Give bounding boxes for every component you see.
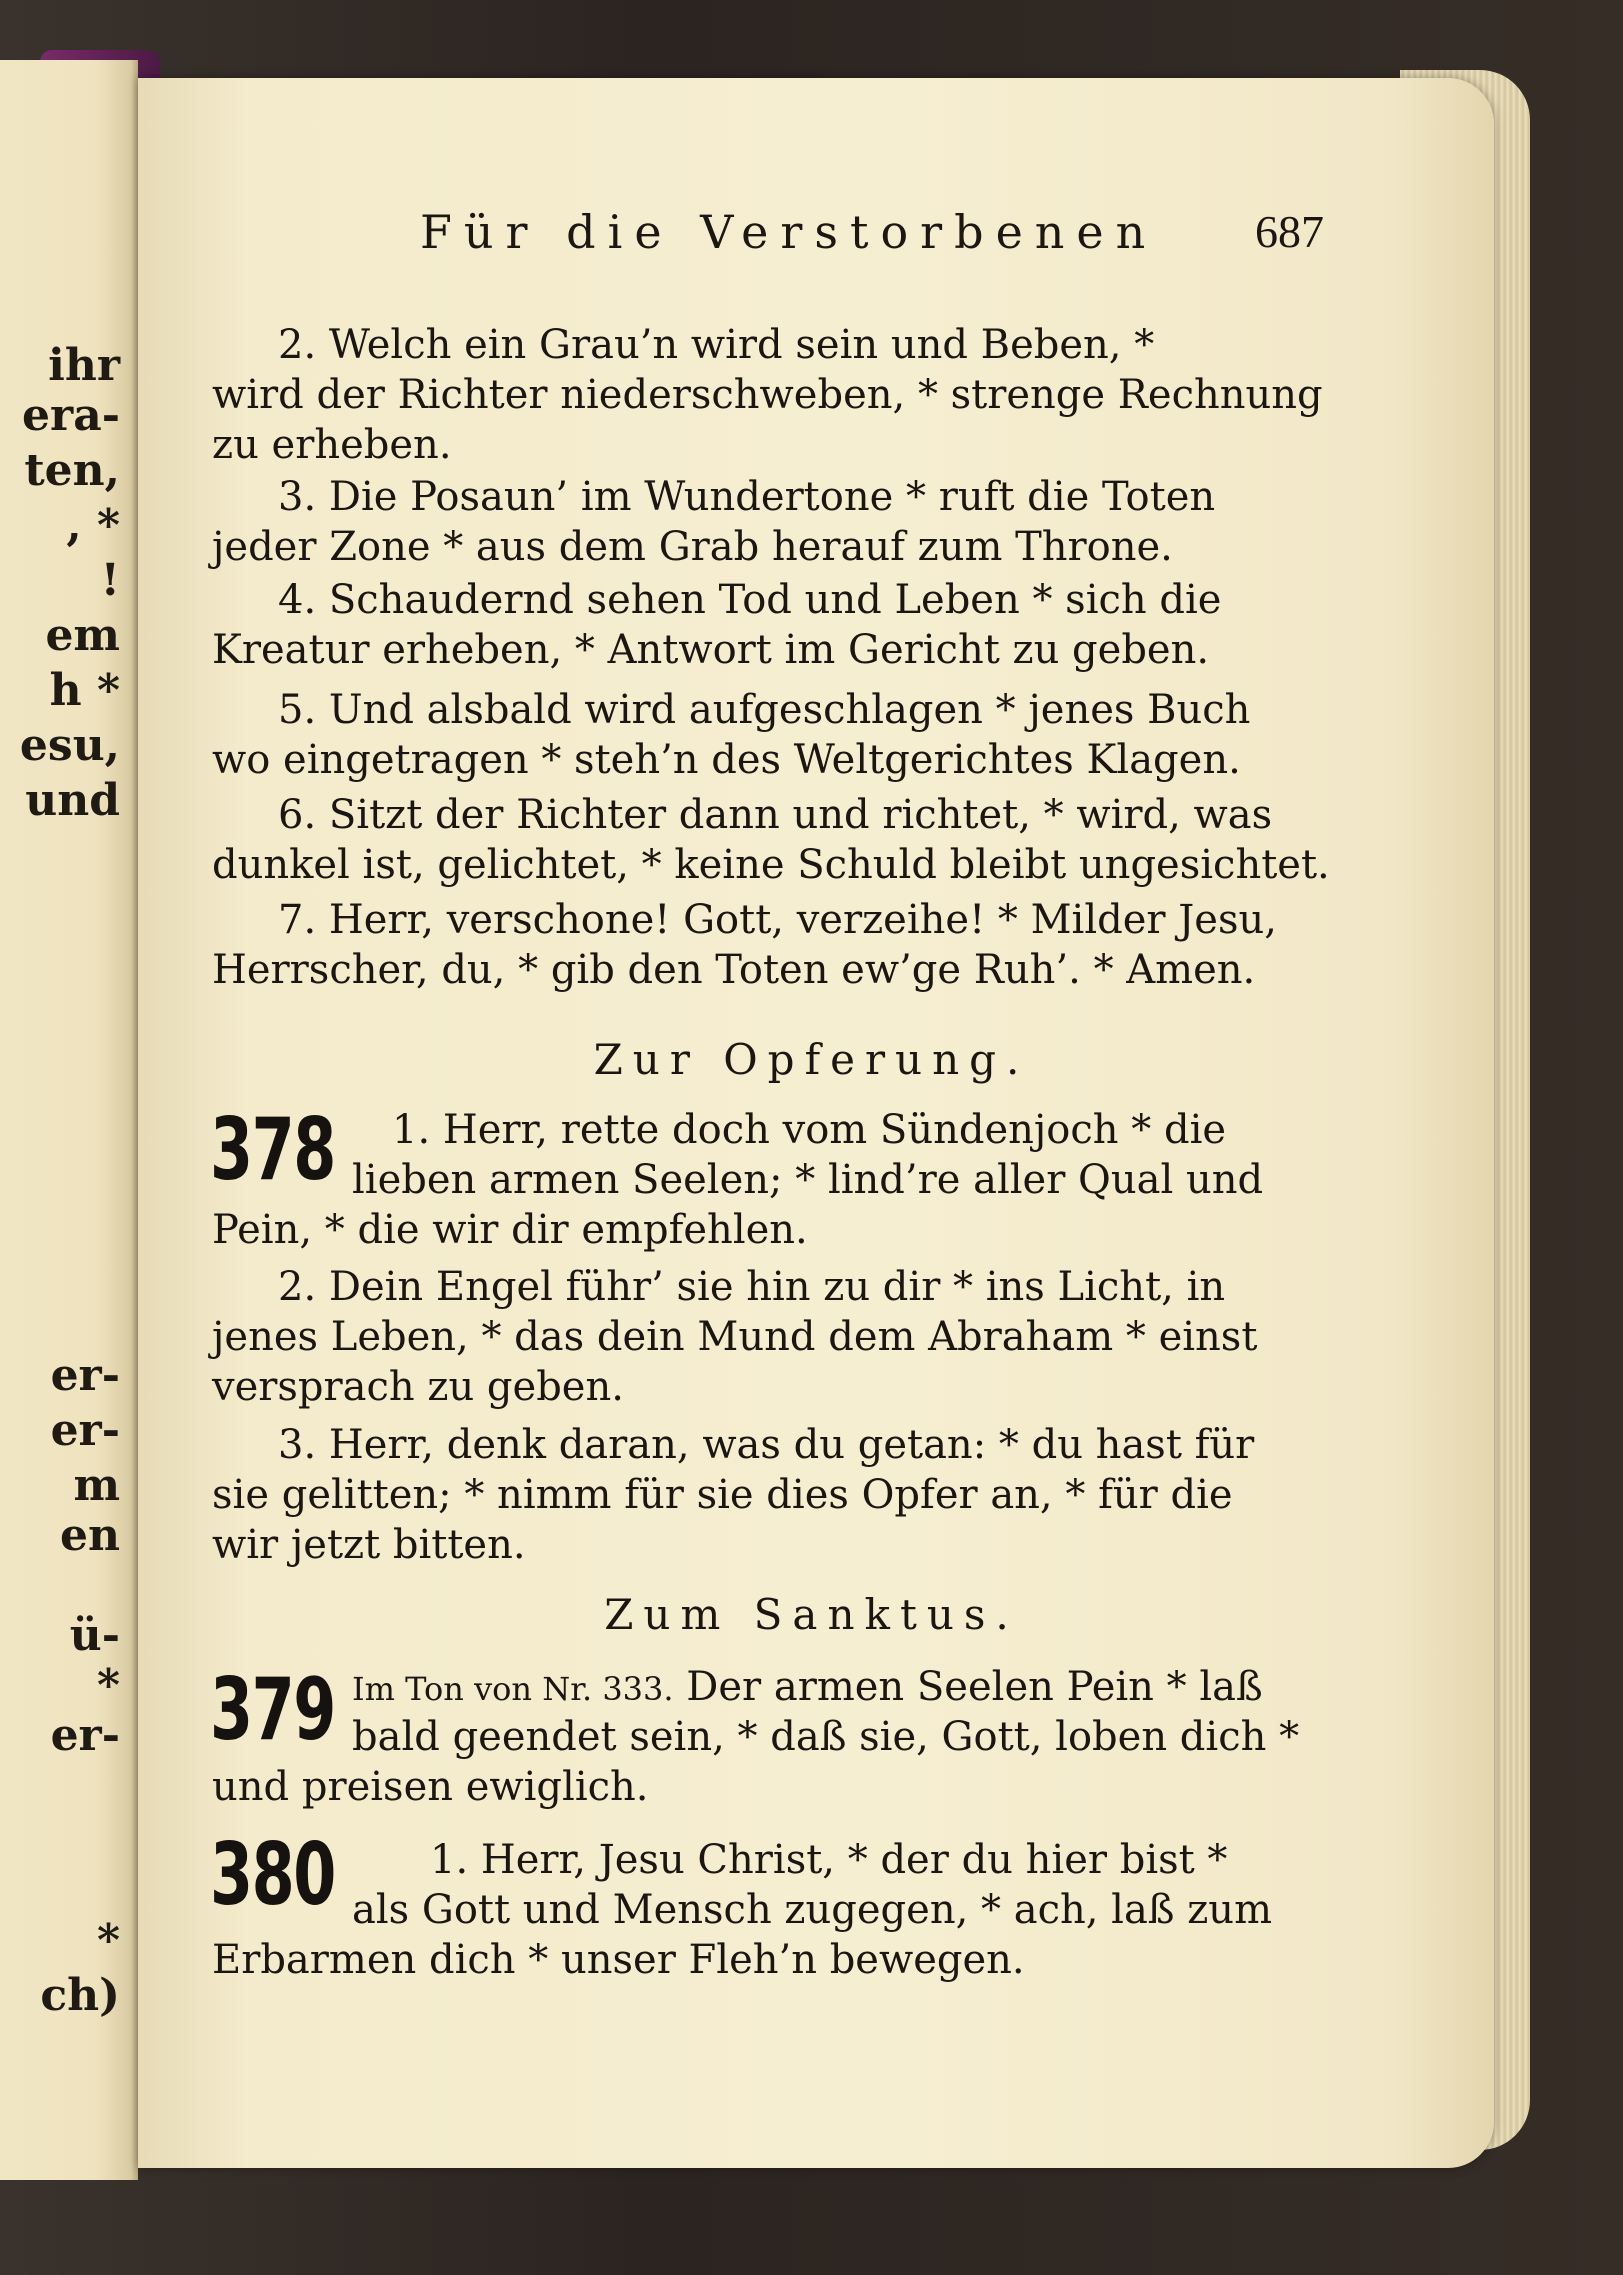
verse-line: 6. Sitzt der Richter dann und richtet, * wird, was [278,792,1273,838]
verse-line: zu erheben. [212,422,452,468]
verse-line: wird der Richter niederschweben, * strenge Rechnung [212,372,1323,418]
hymn-378-line: 2. Dein Engel führ’ sie hin zu dir * ins Licht, in [278,1264,1226,1310]
left-page-fragment: ch) [40,1970,120,2021]
hymn-380-line: 1. Herr, Jesu Christ, * der du hier bist * [430,1837,1228,1883]
hymn-378-line: versprach zu geben. [212,1364,624,1410]
hymn-378-line: jenes Leben, * das dein Mund dem Abraham * einst [212,1314,1258,1360]
left-page-fragment: esu, [19,720,120,771]
left-page [0,60,138,2180]
left-page-fragment: m [73,1460,120,1511]
hymn-378-line: sie gelitten; * nimm für sie dies Opfer an, * für die [212,1472,1233,1518]
running-title: Für die Verstorbenen [420,205,1158,259]
hymn-379-line: bald geendet sein, * daß sie, Gott, loben dich * [352,1714,1300,1760]
left-page-fragment: * [96,1660,120,1711]
verse-line: Kreatur erheben, * Antwort im Gericht zu geben. [212,627,1210,673]
left-page-fragment: er- [50,1710,120,1761]
hymn-378-line: lieben armen Seelen; * lind’re aller Qual und [352,1157,1264,1203]
hymn-number-380: 380 [210,1825,335,1925]
verse-line: 3. Die Posaun’ im Wundertone * ruft die Toten [278,474,1216,520]
hymn-378-line: 1. Herr, rette doch vom Sündenjoch * die [392,1107,1227,1153]
verse-line: 5. Und alsbald wird aufgeschlagen * jenes Buch [278,687,1251,733]
hymn-number-378: 378 [210,1100,335,1200]
verse-line: wo eingetragen * steh’n des Weltgerichtes Klagen. [212,737,1241,783]
left-page-fragment: ihr [48,340,120,391]
left-page-fragment: , * [66,500,120,551]
page-header [0,205,1623,265]
section-heading-opferung: Zur Opferung. [593,1035,1030,1084]
hymn-379-melody-ref: Im Ton von Nr. 333. [352,1670,674,1708]
left-page-fragment: und [25,775,120,826]
hymn-number-379: 379 [210,1660,335,1760]
page-number: 687 [1255,206,1324,257]
verse-line: 7. Herr, verschone! Gott, verzeihe! * Milder Jesu, [278,897,1277,943]
hymn-379-text: Der armen Seelen Pein * laß [686,1664,1263,1710]
left-page-fragment: h * [49,665,120,716]
left-page-fragment: ten, [24,445,120,496]
hymn-380-line: als Gott und Mensch zugegen, * ach, laß zum [352,1887,1272,1933]
section-heading-sanktus: Zum Sanktus. [604,1590,1019,1639]
left-page-fragment: era- [22,390,120,441]
left-page-fragment: er- [50,1350,120,1401]
hymn-378-line: 3. Herr, denk daran, was du getan: * du hast für [278,1422,1255,1468]
left-page-fragment: ü- [69,1610,120,1661]
verse-line: dunkel ist, gelichtet, * keine Schuld bleibt ungesichtet. [212,842,1330,888]
verse-line: Herrscher, du, * gib den Toten ew’ge Ruh’. * Amen. [212,947,1256,993]
hymn-379-line [352,1662,1330,1712]
left-page-fragment: er- [50,1405,120,1456]
verse-line: 4. Schaudernd sehen Tod und Leben * sich die [278,577,1222,623]
left-page-fragment: * [96,1915,120,1966]
left-page-fragment: em [45,610,120,661]
hymn-379-line: und preisen ewiglich. [212,1764,649,1810]
left-page-fragment: en [60,1510,120,1561]
hymn-378-line: Pein, * die wir dir empfehlen. [212,1207,808,1253]
verse-line: jeder Zone * aus dem Grab herauf zum Throne. [212,524,1173,570]
left-page-fragment: ! [100,555,120,606]
verse-line: 2. Welch ein Grau’n wird sein und Beben, * [278,322,1155,368]
hymn-378-line: wir jetzt bitten. [212,1522,526,1568]
hymn-380-line: Erbarmen dich * unser Fleh’n bewegen. [212,1937,1025,1983]
